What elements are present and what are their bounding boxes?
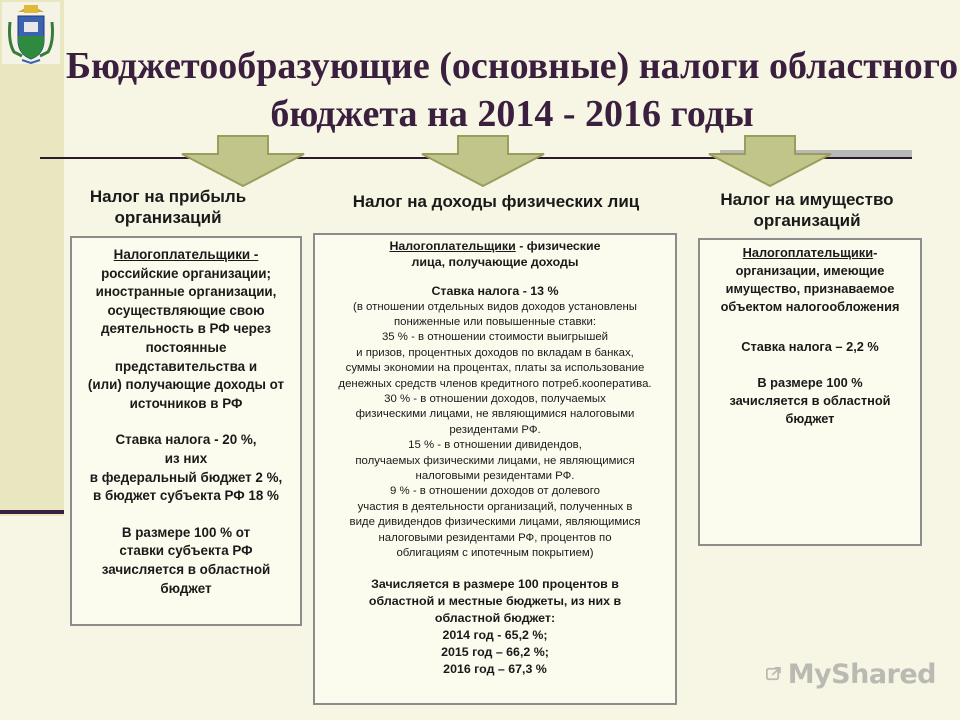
profit-tax-rate: Ставка налога - 20 %, из них в федеральный бюджет 2 %, в бюджет субъекта РФ 18 % [89,432,283,504]
profit-tax-payers-text: российские организации; иностранные организации, осуществляющие свою деятельность в РФ через постоянные представительства и (или) получающие доходы от источников в РФ [87,265,285,411]
watermark [766,652,936,696]
property-tax-rate: Ставка налога – 2,2 % [741,339,879,354]
property-tax-box [698,238,922,546]
down-arrow-icon [418,134,548,188]
pit-payers-text: - физические лица, получающие доходы [411,239,601,269]
profit-tax-allocation: В размере 100 % от ставки субъекта РФ зачисляется в областной бюджет [101,524,271,596]
left-sidebar-band [0,0,64,516]
pit-payers-line [315,239,675,270]
profit-tax-box [70,236,302,626]
heading-property-tax: Налог на имущество организаций [720,190,894,230]
property-tax-allocation: В размере 100 % зачисляется в областной бюджет [729,375,891,426]
sidebar-divider [0,510,64,514]
property-tax-payers-line [700,244,920,316]
coat-of-arms-icon [2,2,60,64]
profit-tax-payers-label: Налогоплательщики - [113,247,259,262]
pit-allocation: Зачисляется в размере 100 процентов в областной и местные бюджеты, из них в областной бюджет: [368,576,622,625]
property-tax-payers-label: Налогоплательщики [742,245,874,260]
share-icon [766,656,782,692]
down-arrow-icon [178,134,308,188]
down-arrow-icon [705,134,835,188]
pit-rate: Ставка налога - 13 % [431,284,559,299]
pit-rates-detail: (в отношении отдельных видов доходов установлены пониженные или повышенные ставки: 35 % - в отношении стоимости выигрышей и призов, процентных доходов по вкладам в банках, суммы экономии на процентах, платы за использование денежных средств членов кредитного потреб.кооператива. 30 % - в отношении доходов, получаемых физическими лицами, не являющимися налоговыми резидентами РФ. 15 % - в отношении дивидендов, получаемых физическими лицами, не являющимися налоговыми резидентами РФ. 9 % - в отношении доходов от долевого участия в деятельности организаций, полученных в виде дивидендов физическими лицами, являющимися налоговыми резидентами РФ, процентов по облигациям с ипотечным покрытием) [338,300,652,560]
heading-personal-income-tax: Налог на доходы физических лиц [352,192,640,211]
personal-income-tax-box [313,233,677,705]
heading-profit-tax: Налог на прибыль организаций [89,187,247,227]
pit-year-2015: 2015 год – 66,2 %; [441,644,549,659]
property-tax-payers-text: - организации, имеющие имущество, признаваемое объектом налогообложения [720,245,900,314]
slide-title: Бюджетообразующие (основные) налоги областного бюджета на 2014 - 2016 годы [65,45,959,135]
pit-year-2016: 2016 год – 67,3 % [443,661,547,676]
pit-year-2014: 2014 год - 65,2 %; [442,627,548,642]
watermark-text: MyShared [787,658,936,690]
pit-payers-label: Налогоплательщики [389,239,516,253]
